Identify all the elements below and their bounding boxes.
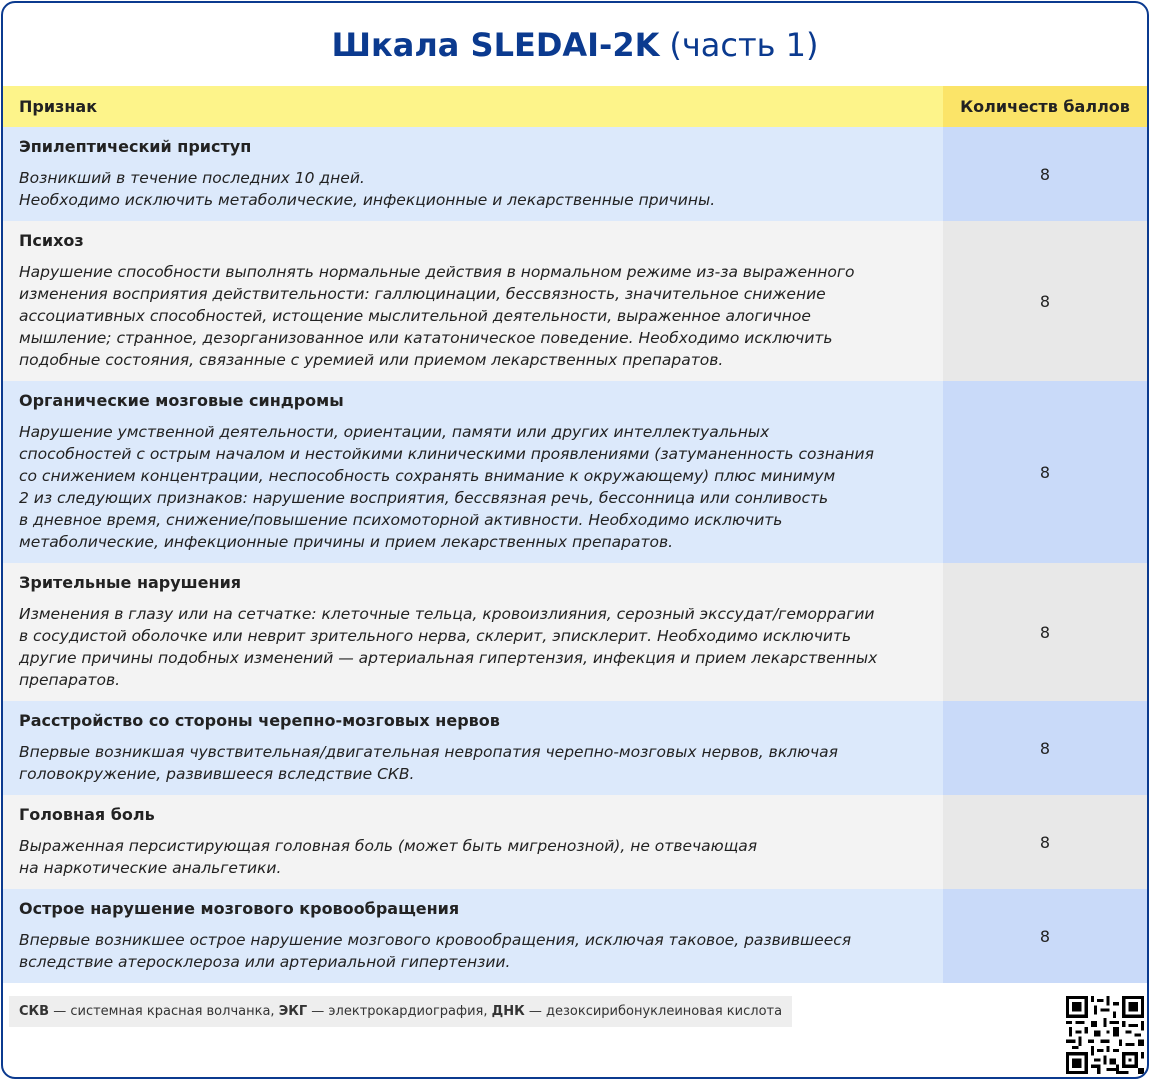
table-row [3,381,1147,563]
sledai-table [3,86,1147,983]
row-text: Впервые возникшая чувствительная/двигательная невропатия черепно-мозговых нервов, включая головокружение, развившееся вследствие СКВ. [19,743,839,783]
table-row [3,127,1147,221]
row-title: Острое нарушение мозгового кровообращения [19,899,460,918]
row-score: 8 [943,563,1147,701]
row-text: Нарушение умственной деятельности, ориентации, памяти или других интеллектуальных способностей с острым началом и нестойкими клиническими проявлениями (затуманенность сознания со снижением концентрации, неспособность сохранять внимание к окружающему) плюс минимум 2 из следующих признаков: нарушение восприятия, бессвязная речь, бессонница или сонливость в дневное время, снижение/повышение психомоторной активности. Необходимо исключить метаболические, инфекционные причины и прием лекарственных препаратов. [19,423,874,551]
header-sign: Признак [3,86,943,127]
abbr-skv: СКВ [19,1004,50,1019]
row-text: Возникший в течение последних 10 дней. Необходимо исключить метаболические, инфекционные и лекарственные причины. [19,169,716,209]
row-text: Нарушение способности выполнять нормальные действия в нормальном режиме из-за выраженного изменения восприятия действительности: галлюцинации, бессвязность, значительное снижение ассоциативных способностей, истощение мыслительной деятельности, выраженное алогичное мышление; странное, дезорганизованное или кататоническое поведение. Необходимо исключить подобные состояния, связанные с уремией или приемом лекарственных препаратов. [19,263,855,369]
row-title: Органические мозговые синдромы [19,391,344,410]
qr-code-icon[interactable] [1066,996,1144,1074]
row-title: Зрительные нарушения [19,573,242,592]
row-description [3,795,943,889]
table-row [3,563,1147,701]
row-score: 8 [943,701,1147,795]
row-text: Изменения в глазу или на сетчатке: клеточные тельца, кровоизлияния, серозный экссудат/геморрагии в сосудистой оболочке или неврит зрительного нерва, склерит, эписклерит. Необходимо исключить другие причины подобных изменений — артериальная гипертензия, инфекция и прием лекарственных препаратов. [19,605,878,689]
row-description [3,889,943,983]
table-row [3,889,1147,983]
def-skv: — системная красная волчанка, [49,1004,279,1019]
abbr-dnk: ДНК [491,1004,525,1019]
abbr-ekg: ЭКГ [278,1004,308,1019]
row-title: Психоз [19,231,84,250]
row-description [3,381,943,563]
row-score: 8 [943,889,1147,983]
table-row [3,795,1147,889]
row-description [3,127,943,221]
def-ekg: — электрокардиография, [307,1004,492,1019]
def-dnk: — дезоксирибонуклеиновая кислота [524,1004,783,1019]
row-text: Выраженная персистирующая головная боль (может быть мигренозной), не отвечающая на наркотические анальгетики. [19,837,758,877]
table-row [3,221,1147,381]
card-frame [1,1,1149,1079]
table-row [3,701,1147,795]
row-score: 8 [943,221,1147,381]
row-text: Впервые возникшее острое нарушение мозгового кровообращения, исключая таковое, развившееся вследствие атеросклероза или артериальной гипертензии. [19,931,852,971]
row-title: Головная боль [19,805,155,824]
row-title: Расстройство со стороны черепно-мозговых нервов [19,711,500,730]
row-description [3,221,943,381]
abbreviations-footnote [9,996,792,1027]
row-description [3,701,943,795]
table-header [3,86,1147,127]
row-title: Эпилептический приступ [19,137,252,156]
header-score: Количеств баллов [943,86,1147,127]
title-sub: (часть 1) [669,25,819,64]
row-score: 8 [943,127,1147,221]
row-score: 8 [943,381,1147,563]
row-score: 8 [943,795,1147,889]
title-main: Шкала SLEDAI-2K [331,25,660,64]
page-title [3,3,1147,86]
row-description [3,563,943,701]
